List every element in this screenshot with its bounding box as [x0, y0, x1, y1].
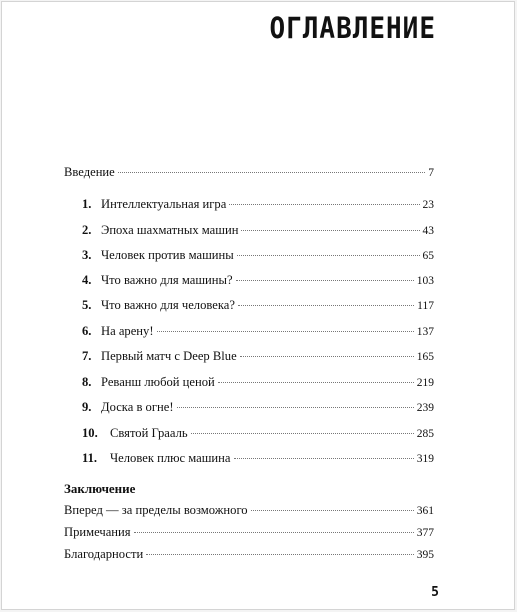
toc-entry-chapter-2[interactable] [82, 223, 434, 239]
toc-entry-title: На арену! [101, 324, 154, 338]
toc-entry-chapter-10[interactable] [82, 426, 434, 442]
toc-entry-title: Благодарности [64, 547, 144, 561]
dot-leader [229, 204, 419, 205]
dot-leader [118, 172, 425, 173]
dot-leader [236, 280, 414, 281]
chapter-number: 4. [82, 273, 92, 287]
toc-entry-title: Человек против машины [101, 248, 234, 262]
toc-entry-title: Реванш любой ценой [101, 375, 215, 389]
toc-entry-page: 7 [428, 167, 434, 179]
dot-leader [134, 532, 414, 533]
toc-entry-title: Святой Грааль [110, 426, 188, 440]
toc-entry-notes[interactable] [64, 525, 434, 541]
toc-entry-intro[interactable] [64, 165, 434, 181]
toc-entry-title: Интеллектуальная игра [101, 197, 227, 211]
chapter-number: 8. [82, 375, 92, 389]
toc-entry-page: 165 [416, 351, 434, 363]
page-title: ОГЛАВЛЕНИЕ [269, 12, 436, 46]
toc-entry-page: 377 [416, 527, 434, 539]
toc-entry-page: 239 [416, 402, 434, 414]
toc-entry-acknowledgements[interactable] [64, 547, 434, 563]
toc-entry-title: Человек плюс машина [110, 451, 231, 465]
toc-entry-title: Доска в огне! [101, 400, 174, 414]
chapter-number: 7. [82, 349, 92, 363]
toc-entry-chapter-6[interactable] [82, 324, 434, 340]
dot-leader [251, 510, 414, 511]
dot-leader [241, 230, 419, 231]
toc-entry-page: 117 [417, 300, 434, 312]
toc-entry-page: 319 [416, 453, 434, 465]
dot-leader [177, 407, 414, 408]
toc-entry-chapter-11[interactable] [82, 451, 434, 467]
toc-entry-page: 395 [416, 549, 434, 561]
toc-entry-title: Что важно для человека? [101, 298, 235, 312]
toc-entry-page: 23 [422, 199, 434, 211]
toc-entry-chapter-9[interactable] [82, 400, 434, 416]
toc-entry-chapter-7[interactable] [82, 349, 434, 365]
chapter-number: 5. [82, 298, 92, 312]
toc-entry-beyond[interactable] [64, 503, 434, 519]
chapter-number: 6. [82, 324, 92, 338]
dot-leader [146, 554, 414, 555]
dot-leader [238, 305, 414, 306]
chapter-number: 10. [82, 426, 98, 440]
toc-entry-page: 285 [416, 428, 434, 440]
chapter-number: 2. [82, 223, 92, 237]
toc-entry-title: Что важно для машины? [101, 273, 233, 287]
chapter-number: 3. [82, 248, 92, 262]
dot-leader [237, 255, 420, 256]
toc-entry-chapter-1[interactable] [82, 197, 434, 213]
chapter-number: 11. [82, 451, 98, 465]
book-page [1, 1, 515, 610]
toc-entry-chapter-8[interactable] [82, 375, 434, 391]
toc-entry-page: 137 [416, 326, 434, 338]
page-number: 5 [431, 585, 439, 600]
dot-leader [157, 331, 414, 332]
toc-entry-chapter-4[interactable] [82, 273, 434, 289]
toc-entry-chapter-3[interactable] [82, 248, 434, 264]
toc-entry-page: 219 [416, 377, 434, 389]
toc-entry-title: Вперед — за пределы возможного [64, 503, 248, 517]
dot-leader [234, 458, 414, 459]
toc-entry-page: 65 [422, 250, 434, 262]
dot-leader [191, 433, 414, 434]
toc-entry-chapter-5[interactable] [82, 298, 434, 314]
toc-entry-title: Первый матч с Deep Blue [101, 349, 237, 363]
toc-entry-title: Эпоха шахматных машин [101, 223, 239, 237]
chapter-number: 1. [82, 197, 92, 211]
dot-leader [218, 382, 414, 383]
chapter-number: 9. [82, 400, 92, 414]
dot-leader [240, 356, 414, 357]
toc-entry-page: 103 [416, 275, 434, 287]
toc-entry-title: Примечания [64, 525, 131, 539]
toc-entry-page: 361 [416, 505, 434, 517]
toc-entry-title: Введение [64, 165, 115, 179]
toc-entry-page: 43 [422, 225, 434, 237]
conclusion-heading: Заключение [64, 481, 136, 496]
